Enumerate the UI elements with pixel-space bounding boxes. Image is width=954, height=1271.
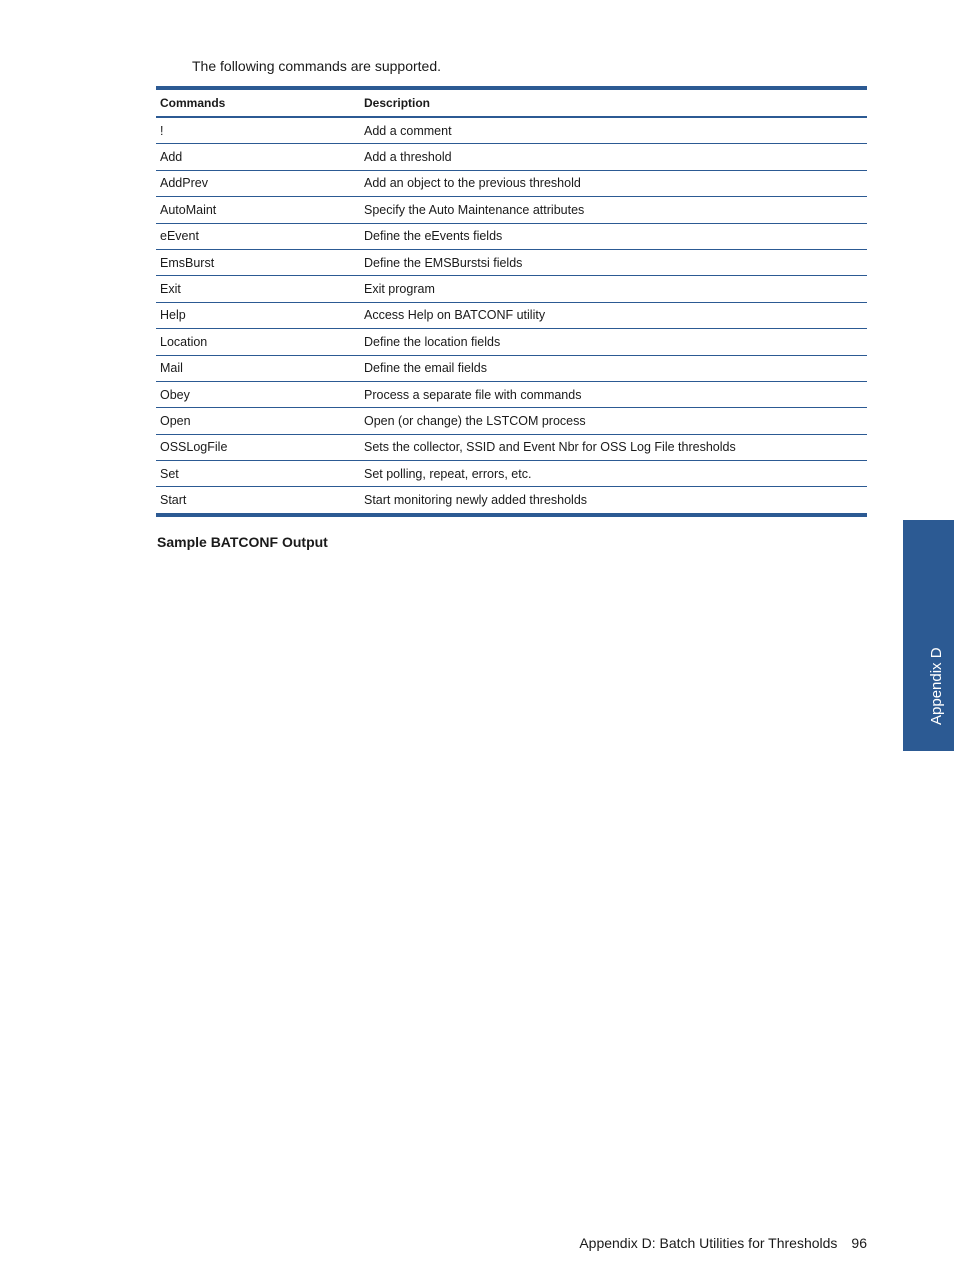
description-cell: Define the email fields (360, 355, 867, 381)
description-cell: Exit program (360, 276, 867, 302)
table-row (156, 381, 867, 407)
table-row (156, 434, 867, 460)
command-cell: Add (156, 144, 360, 170)
table-row (156, 302, 867, 328)
description-cell: Sets the collector, SSID and Event Nbr for OSS Log File thresholds (360, 434, 867, 460)
table-row (156, 487, 867, 515)
description-cell: Process a separate file with commands (360, 381, 867, 407)
description-cell: Add a comment (360, 117, 867, 144)
table-row (156, 355, 867, 381)
table-row (156, 117, 867, 144)
command-cell: eEvent (156, 223, 360, 249)
page-number: 96 (851, 1235, 867, 1251)
page-footer (579, 1234, 867, 1252)
description-cell: Open (or change) the LSTCOM process (360, 408, 867, 434)
command-cell: AutoMaint (156, 197, 360, 223)
description-cell: Define the EMSBurstsi fields (360, 249, 867, 275)
command-cell: Set (156, 461, 360, 487)
column-header-description: Description (360, 88, 867, 117)
section-heading: Sample BATCONF Output (157, 534, 328, 550)
command-cell: OSSLogFile (156, 434, 360, 460)
command-cell: AddPrev (156, 170, 360, 196)
command-cell: ! (156, 117, 360, 144)
footer-title: Appendix D: Batch Utilities for Thresholds (579, 1235, 838, 1251)
command-cell: Mail (156, 355, 360, 381)
command-cell: Help (156, 302, 360, 328)
table-row (156, 223, 867, 249)
table-row (156, 197, 867, 223)
command-cell: Open (156, 408, 360, 434)
table-row (156, 329, 867, 355)
description-cell: Start monitoring newly added thresholds (364, 493, 588, 508)
table-row (156, 408, 867, 434)
command-cell: Obey (156, 381, 360, 407)
table-header-row (156, 88, 867, 117)
commands-table (156, 86, 867, 517)
table-row (156, 249, 867, 275)
command-cell: Location (156, 329, 360, 355)
description-cell: Add an object to the previous threshold (360, 170, 867, 196)
appendix-side-tab (903, 520, 954, 751)
command-cell: Start (160, 493, 187, 508)
table-row (156, 276, 867, 302)
appendix-tab-label: Appendix D (928, 647, 945, 725)
description-cell: Specify the Auto Maintenance attributes (360, 197, 867, 223)
description-cell: Define the eEvents fields (360, 223, 867, 249)
command-cell: EmsBurst (156, 249, 360, 275)
command-cell: Exit (156, 276, 360, 302)
column-header-commands: Commands (156, 88, 360, 117)
table-row (156, 144, 867, 170)
intro-text: The following commands are supported. (192, 58, 442, 74)
description-cell: Set polling, repeat, errors, etc. (360, 461, 867, 487)
description-cell: Add a threshold (360, 144, 867, 170)
table-row (156, 461, 867, 487)
description-cell: Access Help on BATCONF utility (360, 302, 867, 328)
table-row (156, 170, 867, 196)
description-cell: Define the location fields (360, 329, 867, 355)
